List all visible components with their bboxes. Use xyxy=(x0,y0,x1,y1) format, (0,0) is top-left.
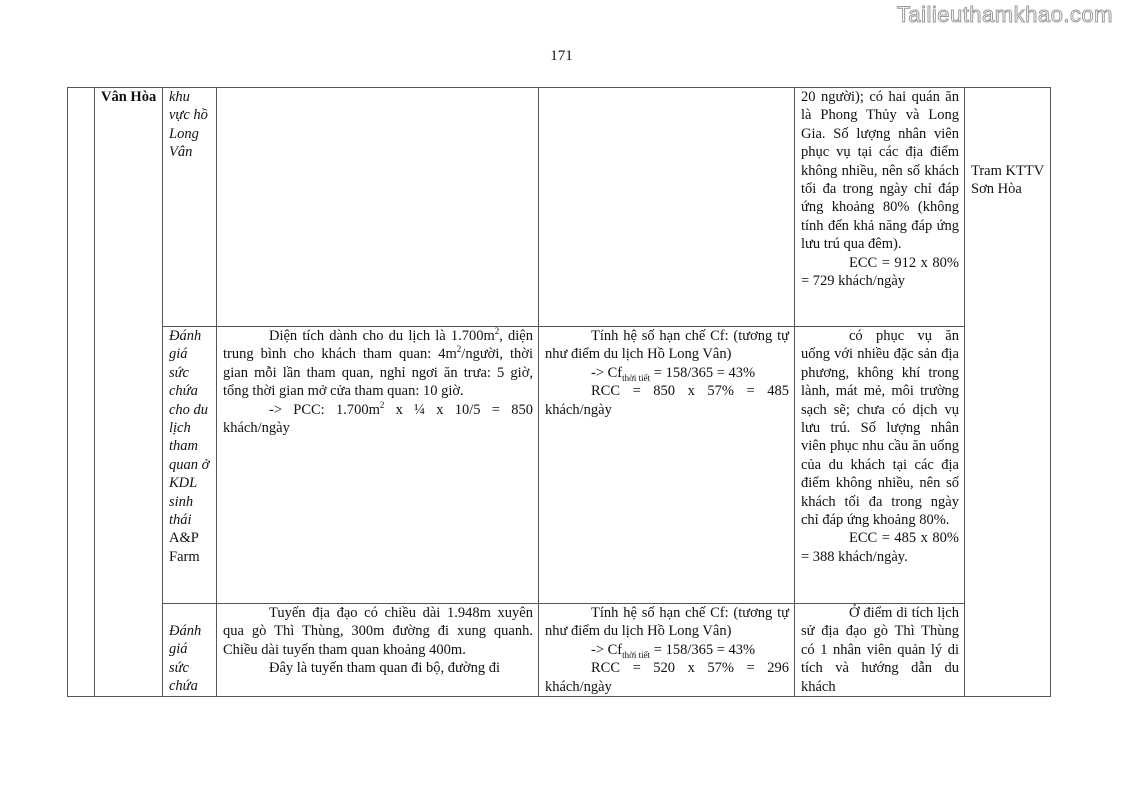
rcc-calc: RCC = 520 x 57% = 296 khách/ngày xyxy=(545,660,789,695)
ecc-cell xyxy=(795,327,965,604)
pcc-cell xyxy=(217,604,539,697)
rcc-calc: RCC = 850 x 57% = 485 khách/ngày xyxy=(545,383,789,418)
watermark: Tailieuthamkhao.com xyxy=(896,2,1113,27)
place-cell: Vân Hòa xyxy=(95,88,163,697)
criteria-cell: khu vực hồ Long Vân xyxy=(163,88,217,327)
rcc-intro: Tính hệ số hạn chế Cf: (tương tự như điểm du lịch Hồ Long Vân) xyxy=(545,605,789,640)
ecc-calc: ECC = 912 x 80% = 729 khách/ngày xyxy=(801,254,959,290)
rcc-intro: Tính hệ số hạn chế Cf: (tương tự như điểm du lịch Hồ Long Vân) xyxy=(545,328,789,363)
table-row xyxy=(68,327,1051,604)
ecc-calc: ECC = 485 x 80% = 388 khách/ngày. xyxy=(801,530,959,565)
rcc-cell xyxy=(539,604,795,697)
capacity-table xyxy=(67,87,1051,697)
stt-cell xyxy=(68,88,95,697)
pcc-text: Đây là tuyến tham quan đi bộ, đường đi xyxy=(269,660,500,677)
rcc-cf: -> $Cf_{thời tiết} = 158/365 = 43\%$ xyxy=(591,364,756,383)
table-row xyxy=(68,604,1051,697)
table-row xyxy=(68,88,1051,327)
rcc-cell xyxy=(539,327,795,604)
pcc-cell xyxy=(217,327,539,604)
criteria-cell xyxy=(163,327,217,604)
station-cell: Tram KTTV Sơn Hòa xyxy=(965,88,1051,697)
criteria-normal: A&P Farm xyxy=(169,530,200,565)
page-number: 171 xyxy=(550,48,573,64)
ecc-text: Ở điểm di tích lịch sử địa đạo gò Thì Thùng có 1 nhân viên quản lý di tích và hướng dẫn du khách xyxy=(801,605,959,695)
ecc-text: có phục vụ ăn uống với nhiều đặc sản địa phương, không khí trong lành, mát mẻ, môi trường sạch sẽ; chưa có dịch vụ lưu trú. Số lượng nhân viên phục nhu cầu ăn uống của du khách tại các địa điểm không nhiều, nên số khách tối đa trong ngày chỉ đáp ứng khoảng 80%. xyxy=(801,328,959,529)
pcc-text: Diện tích dành cho du lịch là $1.700m^2$, diện trung bình cho khách tham quan: $4m^2$/người, thời gian mỗi lần tham quan, nghỉ ngơi ăn trưa: 5 giờ, tổng thời gian mở cửa tham quan: 10 giờ. xyxy=(223,326,533,400)
criteria-cell: Đánh giá sức chứa xyxy=(163,604,217,697)
ecc-text: 20 người); có hai quán ăn là Phong Thủy và Long Gia. Số lượng nhân viên phục vụ tại các địa điểm không nhiều, nên số khách tối đa trong ngày chỉ đáp ứng khoảng 80% (không tính đến khả năng đáp ứng lưu trú qua đêm). xyxy=(801,89,959,253)
pcc-formula: -> PCC: $1.700m^2$ x ¼ x 10/5 = 850 khách/ngày xyxy=(223,399,533,437)
ecc-cell xyxy=(795,604,965,697)
rcc-cell xyxy=(539,88,795,327)
pcc-cell xyxy=(217,88,539,327)
criteria-italic: Đánh giá sức chứa cho du lịch tham quan ở KDL sinh thái xyxy=(169,328,210,529)
pcc-text: Tuyến địa đạo có chiều dài 1.948m xuyên qua gò Thì Thùng, 300m đường đi xung quanh. Chiều dài tuyến tham quan khoảng 400m. xyxy=(223,605,533,658)
rcc-cf: -> $Cf_{thời tiết} = 158/365 = 43\%$ xyxy=(591,641,756,660)
ecc-cell xyxy=(795,88,965,327)
